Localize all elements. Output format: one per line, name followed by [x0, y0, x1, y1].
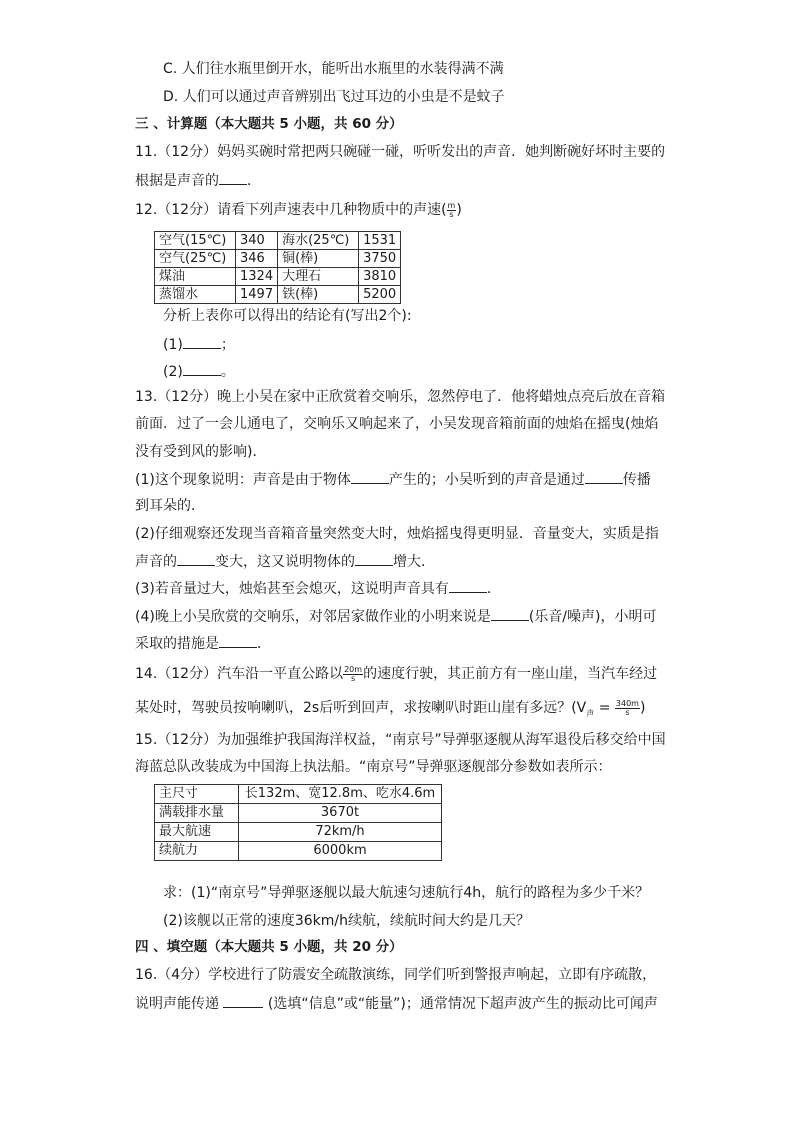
table-row — [155, 842, 442, 861]
q13-2-blank-b[interactable] — [355, 551, 393, 566]
q12-unit-num: m — [447, 200, 456, 210]
q13-3-line — [135, 578, 501, 599]
q13-2-text: 声音的 — [135, 554, 177, 570]
q12-2-blank[interactable] — [183, 361, 221, 376]
table-cell: 铁(棒) — [278, 286, 359, 304]
q12-answer-2 — [163, 361, 235, 382]
table-cell: 蒸馏水 — [155, 286, 236, 304]
q12-unit-den: s — [449, 209, 454, 219]
q13-4-mid: (乐音/噪声)，小明可 — [528, 609, 657, 625]
table-cell: 1497 — [236, 286, 278, 304]
q14-line1 — [135, 664, 657, 684]
q14-sound-den: s — [625, 707, 630, 717]
q14-speed-den: s — [351, 673, 356, 683]
q13-line3: 没有受到风的影响)． — [135, 444, 267, 460]
q12-unit — [447, 202, 457, 219]
q13-4-blank-b[interactable] — [219, 633, 257, 648]
table-row — [155, 823, 442, 842]
q11-end: ． — [247, 173, 261, 189]
ship-parameter-table — [154, 784, 442, 861]
table-cell: 6000km — [239, 842, 442, 861]
q15-ask-2: (2)该舰以正常的速度36km/h续航，续航时间大约是几天？ — [163, 913, 530, 929]
table-cell: 最大航速 — [155, 823, 239, 842]
table-cell: 3750 — [359, 250, 401, 268]
table-row — [155, 804, 442, 823]
table-cell: 海水(25℃) — [278, 232, 359, 250]
table-cell: 主尺寸 — [155, 785, 239, 804]
q14-line2 — [135, 698, 645, 724]
table-cell: 1324 — [236, 268, 278, 286]
table-row — [155, 232, 401, 250]
q16-text-after: (选填“信息”或“能量”)；通常情况下超声波产生的振动比可闻声 — [267, 996, 658, 1012]
table-cell: 大理石 — [278, 268, 359, 286]
q16-line1: 16.（4分）学校进行了防震安全疏散演练，同学们听到警报声响起，立即有序疏散， — [135, 967, 657, 983]
q12-close: ) — [456, 202, 462, 218]
q12-1-blank[interactable] — [183, 334, 221, 349]
q13-4-blank-a[interactable] — [491, 606, 529, 621]
q13-4-text: (4)晚上小吴欣赏的交响乐，对邻居家做作业的小明来说是 — [135, 609, 491, 625]
option-d: D. 人们可以通过声音辨别出飞过耳边的小虫是不是蚊子 — [163, 89, 505, 105]
table-cell: 5200 — [359, 286, 401, 304]
table-cell: 空气(25℃) — [155, 250, 236, 268]
q16-text: 说明声能传递 — [135, 996, 219, 1012]
q13-2-line2 — [135, 551, 435, 572]
q14-text: 14.（12分）汽车沿一平直公路以 — [135, 666, 344, 682]
table-cell: 煤油 — [155, 268, 236, 286]
q14-eq: = — [594, 700, 615, 716]
option-c: C. 人们往水瓶里倒开水，能听出水瓶里的水装得满不满 — [163, 61, 504, 77]
table-cell: 340 — [236, 232, 278, 250]
q12-text: 12.（12分）请看下列声速表中几种物质中的声速( — [135, 202, 447, 218]
q12-line — [135, 200, 462, 220]
q13-1-end: 传播 — [622, 472, 651, 488]
table-cell: 346 — [236, 250, 278, 268]
q12-analyze: 分析上表你可以得出的结论有(写出2个): — [163, 308, 412, 324]
section-3-heading: 三 、计算题（本大题共 5 小题，共 60 分） — [135, 116, 403, 132]
section-4-heading: 四 、填空题（本大题共 5 小题，共 20 分） — [135, 939, 403, 955]
table-cell: 满载排水量 — [155, 804, 239, 823]
q15-line1: 15.（12分）为加强维护我国海洋权益，“南京号”导弹驱逐舰从海军退役后移交给中国 — [135, 732, 666, 748]
q14-speed — [343, 666, 363, 683]
q13-3-blank[interactable] — [449, 578, 487, 593]
table-cell: 1531 — [359, 232, 401, 250]
table-cell: 长132m、宽12.8m、吃水4.6m — [239, 785, 442, 804]
q16-blank[interactable] — [223, 993, 263, 1008]
table-row — [155, 268, 401, 286]
q12-1-label: (1) — [163, 337, 183, 353]
q13-2-blank-a[interactable] — [177, 551, 215, 566]
q14-sound-num: 340m — [615, 698, 639, 708]
q14-close: ) — [639, 700, 646, 716]
table-cell: 3670t — [239, 804, 442, 823]
q13-1-blank-a[interactable] — [351, 469, 389, 484]
q14-text2: 某处时，驾驶员按响喇叭，2s后听到回声，求按喇叭时距山崖有多远？(V — [135, 700, 587, 716]
q12-2-end: 。 — [220, 364, 235, 380]
q13-1-text: (1)这个现象说明：声音是由于物体 — [135, 472, 351, 488]
q12-answer-1 — [163, 334, 235, 355]
q12-2-label: (2) — [163, 364, 183, 380]
q13-line1: 13.（12分）晚上小吴在家中正欣赏着交响乐，忽然停电了．他将蜡烛点亮后放在音箱 — [135, 389, 666, 405]
q11-line1: 11.（12分）妈妈买碗时常把两只碗碰一碰，听听发出的声音．她判断碗好坏时主要的 — [135, 144, 666, 160]
q14-sound-speed — [615, 700, 640, 717]
sound-speed-table — [154, 231, 401, 304]
q13-3-text: (3)若音量过大，烛焰甚至会熄灭，这说明声音具有 — [135, 581, 449, 597]
q13-1-line — [135, 469, 651, 490]
q14-sub: 声 — [586, 708, 595, 718]
table-cell: 3810 — [359, 268, 401, 286]
q14-text-after: 的速度行驶，其正前方有一座山崖，当汽车经过 — [363, 666, 658, 682]
q15-line2: 海蓝总队改装成为中国海上执法船。“南京号”导弹驱逐舰部分参数如表所示： — [135, 759, 612, 775]
q14-speed-num: 20m — [344, 664, 363, 674]
q13-line2: 前面．过了一会儿通电了，交响乐又响起来了，小吴发现音箱前面的烛焰在摇曳(烛焰 — [135, 416, 659, 432]
q13-1-mid: 产生的；小吴听到的声音是通过 — [388, 472, 585, 488]
q15-ask-1: 求：(1)“南京号”导弹驱逐舰以最大航速匀速航行4h，航行的路程为多少千米？ — [163, 885, 650, 901]
q12-1-end: ； — [220, 337, 235, 353]
q11-text: 根据是声音的 — [135, 173, 219, 189]
table-row — [155, 286, 401, 304]
q11-line2 — [135, 170, 261, 191]
q11-blank[interactable] — [219, 170, 247, 185]
q13-2-end: 增大． — [393, 554, 435, 570]
table-row — [155, 785, 442, 804]
table-cell: 72km/h — [239, 823, 442, 842]
q16-line2 — [135, 993, 658, 1014]
q13-1-line2: 到耳朵的． — [135, 498, 205, 514]
table-cell: 空气(15℃) — [155, 232, 236, 250]
table-cell: 铜(棒) — [278, 250, 359, 268]
table-row — [155, 250, 401, 268]
q13-4-end: ． — [257, 636, 271, 652]
q13-3-end: ． — [486, 581, 501, 597]
q13-4-line2 — [135, 633, 271, 654]
table-cell: 续航力 — [155, 842, 239, 861]
q13-4-line — [135, 606, 656, 627]
q13-2-line: (2)仔细观察还发现当音箱音量突然变大时，烛焰摇曳得更明显．音量变大，实质是指 — [135, 526, 659, 542]
q13-4-text2: 采取的措施是 — [135, 636, 219, 652]
q13-1-blank-b[interactable] — [585, 469, 623, 484]
q13-2-mid: 变大，这又说明物体的 — [215, 554, 355, 570]
